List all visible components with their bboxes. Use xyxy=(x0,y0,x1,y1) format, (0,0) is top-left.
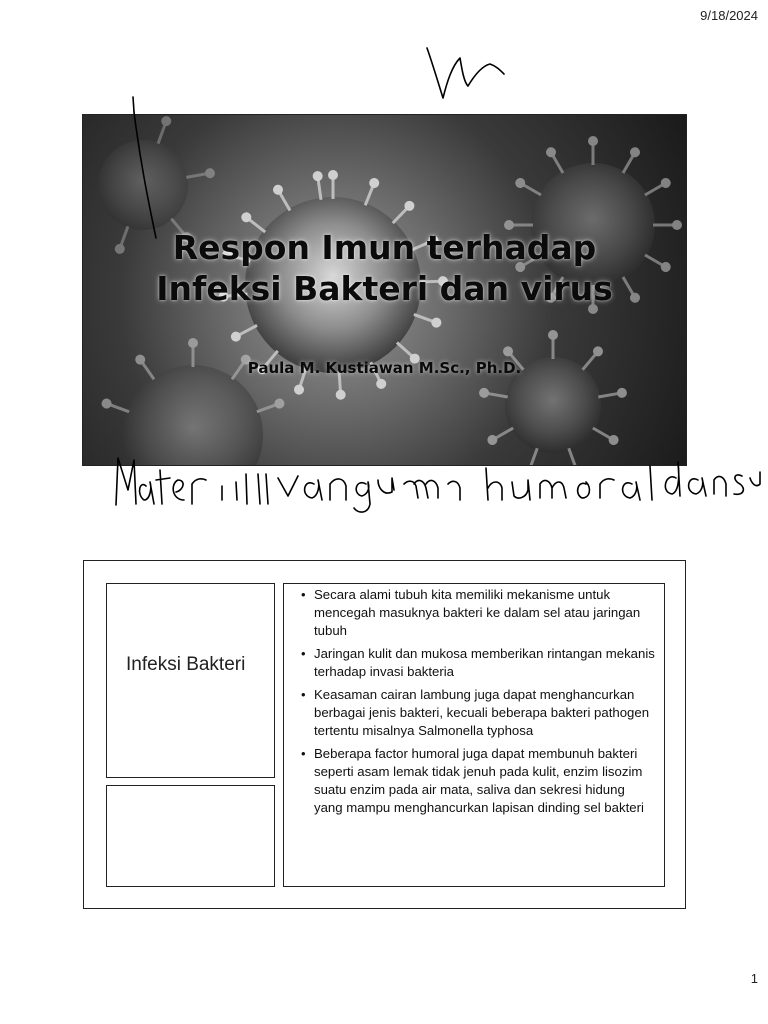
slide-title xyxy=(82,114,687,466)
slide-subtitle: Paula M. Kustiawan M.Sc., Ph.D. xyxy=(247,359,522,377)
slide-infeksi-bakteri xyxy=(83,560,686,909)
title-line-2: Infeksi Bakteri dan virus xyxy=(156,269,613,308)
bullet-box xyxy=(283,583,665,887)
page-date: 9/18/2024 xyxy=(700,8,758,23)
page-number: 1 xyxy=(750,971,758,986)
empty-box xyxy=(106,785,275,887)
bullet-item: • Jaringan kulit dan mukosa memberikan rintangan mekanis terhadap invasi bakteria xyxy=(314,645,656,681)
title-line-1: Respon Imun terhadap xyxy=(172,228,597,267)
heading-box xyxy=(106,583,275,778)
bullet-list xyxy=(284,584,664,817)
bullet-item: • Secara alami tubuh kita memiliki mekanisme untuk mencegah masuknya bakteri ke dalam sel atau jaringan tubuh xyxy=(314,586,656,640)
bullet-item: • Keasaman cairan lambung juga dapat menghancurkan berbagai jenis bakteri, kecuali beberapa bakteri pathogen tertentu misalnya Salmonella typhosa xyxy=(314,686,656,740)
slide-title-text xyxy=(83,227,686,309)
slide-heading: Infeksi Bakteri xyxy=(126,654,246,675)
bullet-item: • Beberapa factor humoral juga dapat membunuh bakteri seperti asam lemak tidak jenuh pada kulit, enzim lisozim suatu enzim pada air mata, saliva dan sekresi hidung yang mampu menghancurkan lapisan dinding sel bakteri xyxy=(314,745,656,817)
